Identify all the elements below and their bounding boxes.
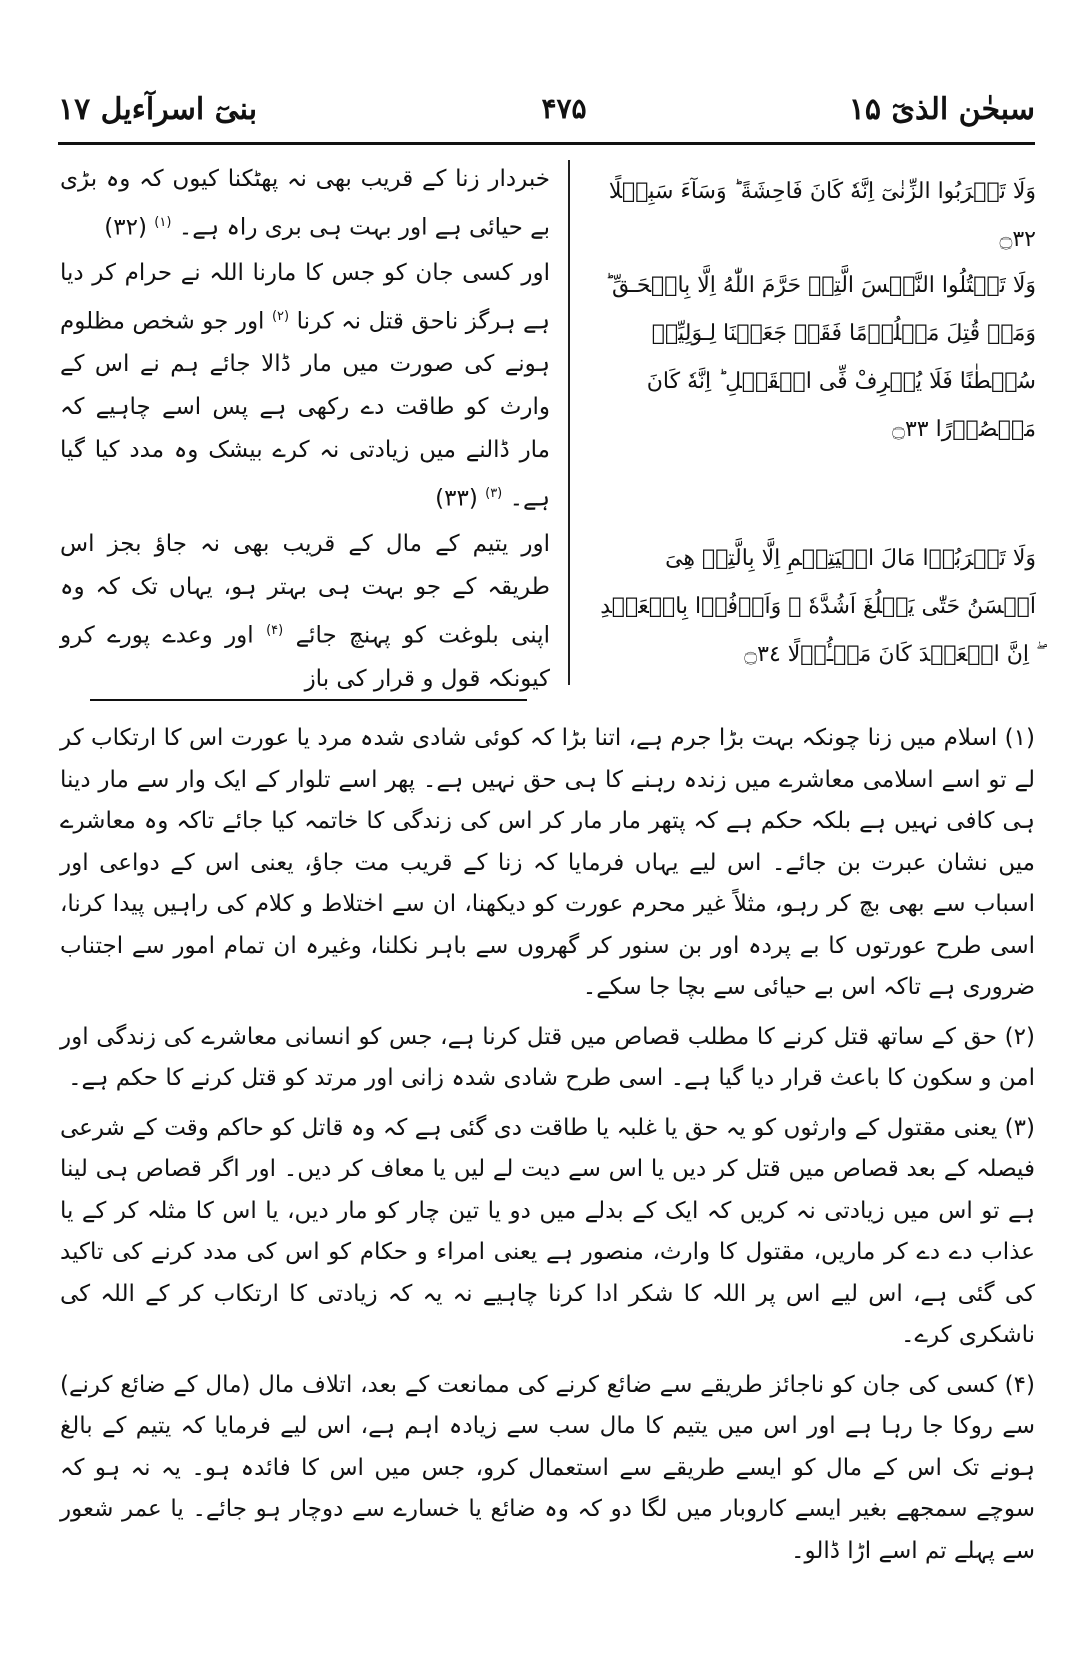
translation-text: خبردار زنا کے قریب بھی نہ پھٹکنا کیوں کہ وہ بڑی بے حیائی ہے اور بہت ہی بری راہ ہے۔ (60, 166, 550, 241)
arabic-verse-32: وَلَا تَقۡرَبُوا الزِّنٰىٓ اِنَّهٗ كَانَ فَاحِشَةً ؕ وَسَآءَ سَبِيۡلًا ۝٣٢ (608, 179, 1036, 252)
translation-text: اور وعدے پورے کرو کیونکہ قول و قرار کی باز (60, 622, 550, 692)
verse-number: (۳۳) (435, 485, 478, 512)
footnote-separator (90, 699, 527, 701)
footnote-marker: (۲) (271, 308, 290, 324)
translation-text: اور جو شخص مظلوم ہونے کی صورت میں مار ڈالا جائے ہم نے اس کے وارث کو طاقت دے رکھی ہے پس اسے چاہیے کہ مار ڈالنے میں زیادتی نہ کرے بیشک وہ مدد کیا گیا ہے۔ (60, 308, 550, 512)
footnote-3: (۳) یعنی مقتول کے وارثوں کو یہ حق یا غلبہ یا طاقت دی گئی ہے کہ وہ قاتل کو حاکم وقت کے شرعی فیصلہ کے بعد قصاص میں قتل کر دیں یا اس سے دیت لے لیں یا معاف کر دیں۔ اور اگر قصاص ہی لینا ہے تو اس میں زیادتی نہ کریں کہ ایک کے بدلے میں دو یا تین چار کو مار دیں، یا اس کا مثلہ کر کے یا عذاب دے دے کر ماریں، مقتول کا وارث، منصور ہے یعنی امراء و حکام کو اس کی مدد کرنے کی تاکید کی گئی ہے، اس لیے اس پر اللہ کا شکر ادا کرنا چاہیے نہ یہ کہ زیادتی کا ارتکاب کر کے اللہ کی ناشکری کرے۔ (60, 1114, 1035, 1348)
page-header (58, 88, 1035, 138)
page-number: ۴۷۵ (541, 92, 587, 125)
footnote-marker: (۴) (266, 622, 284, 638)
translation-column (60, 158, 550, 703)
footnote-2: (۲) حق کے ساتھ قتل کرنے کا مطلب قصاص میں قتل کرنا ہے، جس کو انسانی معاشرے کی زندگی اور امن و سکون کا باعث قرار دیا گیا ہے۔ اسی طرح شادی شدہ زانی اور مرتد کو قتل کرنے کا حکم ہے۔ (60, 1023, 1035, 1091)
surah-title: بنیٓ اسرآءیل ۱۷ (58, 92, 258, 127)
para-title: سبحٰن الذیٓ ۱۵ (848, 92, 1035, 127)
header-rule (58, 142, 1035, 145)
translation-verse-33 (60, 252, 550, 521)
footnote-4: (۴) کسی کی جان کو ناجائز طریقے سے ضائع کرنے کی ممانعت کے بعد، اتلاف مال (مال کے ضائع کرنے) سے روکا جا رہا ہے اور اس میں یتیم کا مال سب سے زیادہ اہم ہے، اس لیے فرمایا کہ یتیم کے بالغ ہونے تک اس کے مال کو ایسے طریقے سے استعمال کرو، جس میں اس کا فائدہ ہو۔ یہ نہ ہو کہ سوچے سمجھے بغیر ایسے کاروبار میں لگا دو کہ وہ ضائع یا خسارے سے دوچار ہو جائے۔ یا عمر شعور سے پہلے تم اسے اڑا ڈالو۔ (60, 1371, 1035, 1564)
footnotes (60, 718, 1035, 1580)
arabic-verse-33: وَلَا تَقۡتُلُوا النَّفۡسَ الَّتِىۡ حَرَّمَ اللّٰهُ اِلَّا بِالۡحَـقِّ ؕ وَمَنۡ قُتِلَ مَظۡلُوۡمًا فَقَدۡ جَعَلۡنَا لِـوَلِيِّهٖ سُلۡطٰنًا فَلَا يُسۡرِفْ فِّى الۡقَتۡلِ ؕ اِنَّهٗ كَانَ مَنۡصُوۡرًا ۝٣٣ (605, 273, 1036, 442)
translation-text: اور کسی جان کو جس کا مارنا اللہ نے حرام کر دیا ہے ہرگز ناحق قتل نہ کرنا (60, 259, 551, 335)
footnote-marker: (۳) (485, 486, 503, 502)
footnote-1: (۱) اسلام میں زنا چونکہ بہت بڑا جرم ہے، اتنا بڑا کہ کوئی شادی شدہ مرد یا عورت اس کا ارتکاب کر لے تو اسے اسلامی معاشرے میں زندہ رہنے کا ہی حق نہیں ہے۔ پھر اسے تلوار کے ایک وار سے مار دینا ہی کافی نہیں ہے بلکہ حکم ہے کہ پتھر مار مار کر اس کی زندگی کا خاتمہ کیا جائے تاکہ وہ معاشرے میں نشان عبرت بن جائے۔ اس لیے یہاں فرمایا کہ زنا کے قریب مت جاؤ، یعنی اس کے دواعی اور اسباب سے بھی بچ کر رہو، مثلاً غیر محرم عورت کو دیکھنا، ان سے اختلاط و کلام کی راہیں پیدا کرنا، اسی طرح عورتوں کا بے پردہ اور بن سنور کر گھروں سے باہر نکلنا، وغیرہ ان تمام امور سے اجتناب ضروری ہے تاکہ اس بے حیائی سے بچا جا سکے۔ (60, 725, 1035, 1000)
arabic-verse-34: وَلَا تَقۡرَبُوۡا مَالَ الۡيَتِيۡمِ اِلَّا بِالَّتِىۡ هِىَ اَحۡسَنُ حَتّٰى يَبۡلُغَ اَشُدَّهٗ ۖ وَاَوۡفُوۡا بِالۡعَهۡدِ ۖ اِنَّ الۡعَهۡدَ كَانَ مَسۡـُٔوۡلًا ۝٣٤ (600, 546, 1036, 667)
footnote-marker: (۱) (154, 215, 172, 230)
translation-verse-32 (60, 158, 550, 250)
translation-text: اور یتیم کے مال کے قریب بھی نہ جاؤ بجز اس طریقہ کے جو بہت ہی بہتر ہو، یہاں تک کہ وہ اپنی بلوغت کو پہنچ جائے (60, 530, 551, 649)
translation-verse-34 (60, 523, 550, 701)
column-divider (568, 160, 570, 685)
verse-number: (۳۲) (104, 214, 147, 241)
